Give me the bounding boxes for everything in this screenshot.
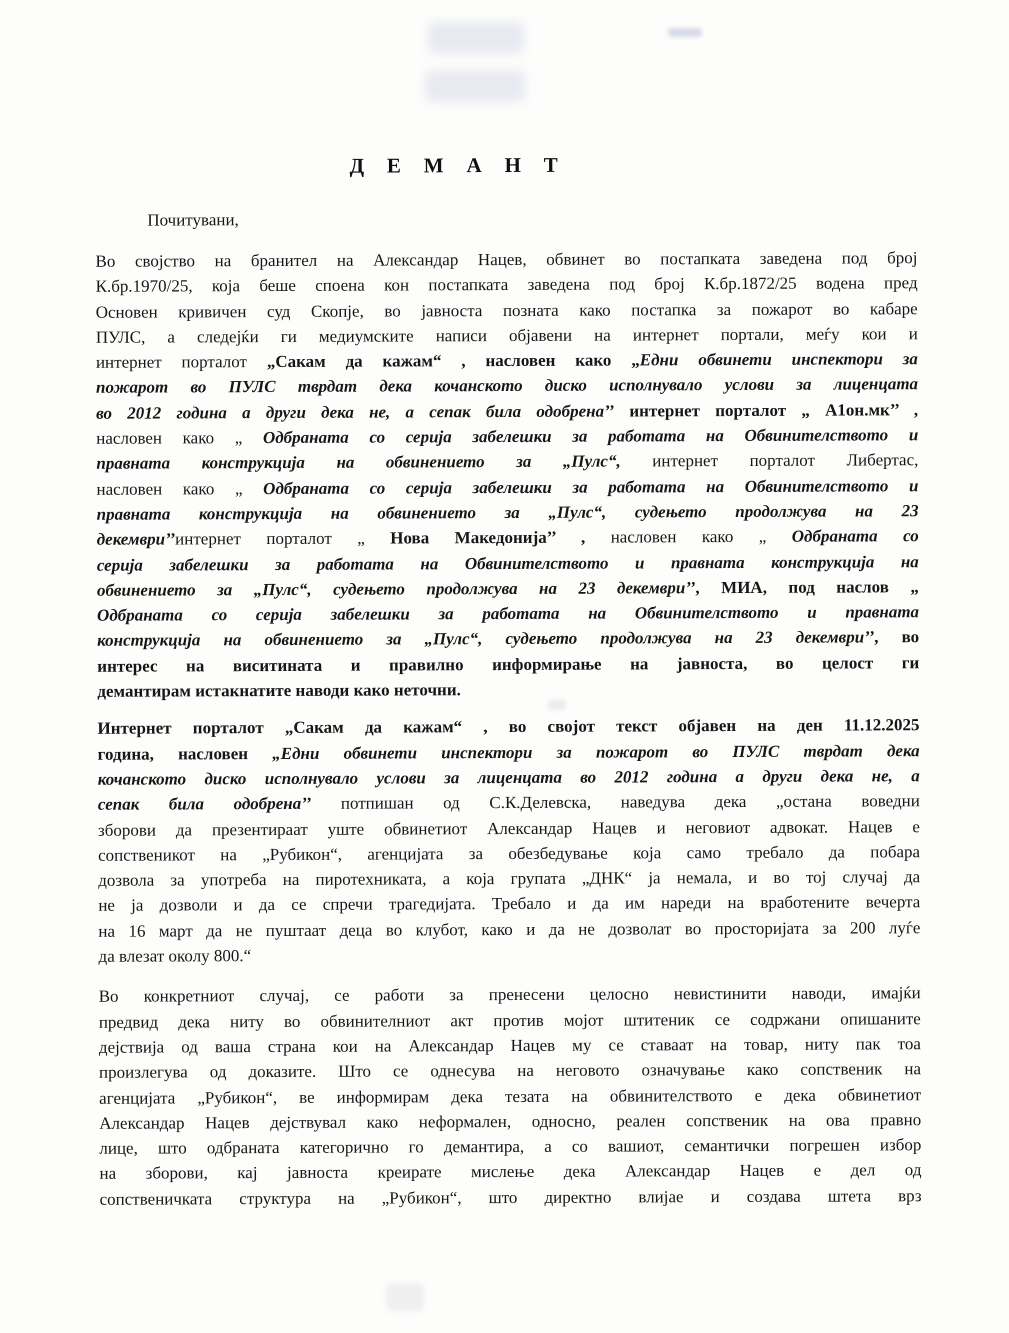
text-line: [99, 1006, 921, 1035]
text-segment: на зборови, кај јавноста креирате мислење дека Александар Нацев е дел од: [99, 1160, 922, 1184]
text-segment: К.бр.1970/25, која беше споена кон постапката заведена под број К.бр.1872/25 водена пред: [95, 273, 918, 297]
text-line: [99, 1056, 921, 1085]
text-line: [98, 788, 920, 817]
text-line: [96, 296, 918, 325]
text-segment: интернет порталот „: [175, 528, 391, 549]
text-line: [98, 915, 920, 944]
text-line: [97, 498, 919, 527]
text-line: [97, 574, 919, 603]
text-segment: кочанското диско исполнувало услови за лиценцата во 2012 година а други дека не, а: [97, 766, 920, 789]
text-line: [96, 372, 918, 401]
paragraph-quoted-article: [97, 713, 920, 970]
text-segment: демантирам истакнатите наводи како неточни.: [97, 680, 461, 701]
text-line: [96, 321, 918, 350]
text-segment: интернет порталот „ А1он.мк’’ ,: [614, 399, 919, 421]
text-line: [98, 738, 920, 767]
scan-bleedthrough-smudge: [425, 70, 525, 102]
text-segment: Интернет порталот „Сакам да кажам“ , во својот текст објавен на ден 11.12.2025: [97, 715, 920, 739]
text-segment: интернет порталот: [95, 352, 267, 372]
text-segment: пожарот во ПУЛС тврдат дека кочанското диско исполнувало услови за лиценцата: [95, 374, 919, 398]
text-line: [97, 625, 919, 654]
text-segment: Основен кривичен суд Скопје, во јавноста позната како постапка за пожарот во кабаре: [95, 298, 918, 322]
text-segment: во 2012 година а други дека не, а сепак била одобрена’’: [96, 401, 615, 423]
text-line: [98, 814, 920, 843]
text-line: [98, 763, 920, 792]
greeting: Почитувани,: [147, 210, 239, 230]
text-line: [96, 397, 918, 426]
text-segment: Нова Македонија’’ ,: [390, 527, 586, 548]
text-segment: насловен како „: [96, 428, 263, 448]
text-segment: Одбраната со серија забелешки за работата на Обвинителството и: [262, 425, 919, 448]
text-segment: дејствија од ваша страна кои на Александар Нацев му се ставаат на товар, ниту пак тоа: [98, 1034, 921, 1057]
paragraph-rebuttal-argument: [99, 981, 922, 1212]
text-line: [98, 864, 920, 893]
text-segment: правната конструкција на обвинението за „Пулс“, судењето продолжува на 23: [96, 501, 919, 524]
text-line: [99, 1107, 921, 1136]
text-segment: „Сакам да кажам“ , насловен како „: [266, 350, 640, 372]
text-segment: конструкција на обвинението за „Пулс“, судењето продолжува на 23 декември’’: [97, 627, 875, 651]
text-segment: ПУЛС, а следејќи ги медиумските написи објавени на интернет портали, меѓу кои и: [95, 324, 918, 347]
text-segment: лице, што одбраната категорично го демантира, а со вашиот, семантички погрешен избор: [99, 1135, 922, 1158]
text-segment: насловен како „: [585, 527, 792, 547]
text-line: [100, 1183, 922, 1212]
text-segment: не ја дозволи и да се спречи трагедијата. Требало и да им нареди на вработените вечерта: [98, 892, 921, 916]
text-segment: „Едни обвинети инспектори за пожарот во ПУЛС тврдат дека: [272, 740, 920, 763]
text-line: [99, 1158, 921, 1187]
text-segment: Одбраната со: [791, 526, 919, 547]
document-body: [95, 245, 921, 1212]
text-segment: насловен како „: [96, 478, 264, 499]
text-line: [99, 1031, 921, 1060]
text-segment: Едни обвинети инспектори за: [639, 349, 918, 370]
text-segment: декември’’: [96, 529, 176, 550]
text-line: [96, 473, 918, 502]
text-segment: интернет порталот Либертас,: [620, 450, 919, 471]
text-segment: Одбраната со серија забелешки за работата на Обвинителството и: [263, 475, 919, 498]
text-line: [97, 675, 919, 704]
text-line: [97, 523, 919, 552]
text-segment: сепак била одобрена’’: [97, 794, 312, 815]
text-segment: предвид дека ниту во обвинителниот акт против мојот штитеник се содржани опишаните: [98, 1008, 921, 1032]
text-segment: интерес на виситината и правилно информирање на јавноста, во целост ги: [97, 652, 920, 676]
text-segment: сопственичката структура на „Рубикон“, што директно влијае и создава штета врз: [99, 1185, 922, 1209]
text-line: [98, 940, 920, 969]
text-line: [98, 890, 920, 919]
page-title: Д Е М А Н Т: [349, 152, 567, 178]
text-line: [97, 599, 919, 628]
text-line: [99, 981, 921, 1010]
text-segment: на 16 март да не пуштаат деца во клубот, како и да не дозволат во просторијата за 200 луѓе: [98, 917, 921, 941]
text-line: [96, 448, 918, 477]
text-line: [96, 271, 918, 300]
text-line: [97, 650, 919, 679]
text-segment: потпишан од С.К.Делевска, наведува дека „остана воведни: [311, 791, 920, 814]
text-segment: агенцијата „Рубикон“, ве информирам дека тезата на обвинителството е дека обвинетиот: [99, 1084, 922, 1108]
text-segment: Одбраната со серија забелешки за работата на Обвинителството и правната: [96, 602, 920, 625]
text-segment: Во конкретниот случај, се работи за пренесени целосно невистинити наводи, имајќи: [98, 983, 921, 1007]
text-line: [95, 245, 917, 274]
text-line: [96, 422, 918, 451]
text-segment: обвинението за „Пулс“, судењето продолжува на 23 декември’’: [96, 578, 696, 600]
text-segment: правната конструкција на обвинението за „Пулс“,: [96, 451, 621, 474]
paragraph-intro-denial: [95, 245, 919, 704]
text-segment: сопственикот на „Рубикон“, агенцијата за обезбедување која само требало да побара: [98, 842, 921, 865]
scan-bleedthrough-smudge: [428, 22, 524, 54]
text-segment: Александар Нацев дејствувал како неформален, односно, реален сопственик на ова правно: [99, 1109, 922, 1133]
text-line: [96, 346, 918, 375]
text-segment: произлегува од доказите. Што се однесува на неговото означување како сопственик на: [98, 1059, 922, 1082]
text-line: [97, 713, 919, 742]
scan-bleedthrough-smudge: [386, 1283, 424, 1311]
text-segment: дозвола за употреба на пиротехниката, а која групата „ДНК“ ја немала, и во тој случај да: [98, 867, 921, 890]
text-segment: , МИА, под наслов „: [695, 577, 919, 598]
text-segment: , во: [874, 627, 920, 647]
text-segment: година, насловен: [97, 743, 273, 764]
text-line: [98, 839, 920, 868]
text-segment: да влезат околу 800.“: [98, 946, 252, 966]
text-segment: серија забелешки за работата на Обвинителството и правната конструкција на: [96, 551, 919, 575]
text-segment: зборови да презентираат уште обвинетиот Александар Нацев и неговиот адвокат. Нацев е: [97, 816, 920, 840]
scan-bleedthrough-smudge: [668, 28, 702, 37]
text-line: [97, 549, 919, 578]
text-segment: Во својство на бранител на Александар Нацев, обвинет во постапката заведена под број: [95, 248, 918, 271]
document-content: [95, 148, 922, 1212]
text-line: [99, 1082, 921, 1111]
text-line: [99, 1132, 921, 1161]
